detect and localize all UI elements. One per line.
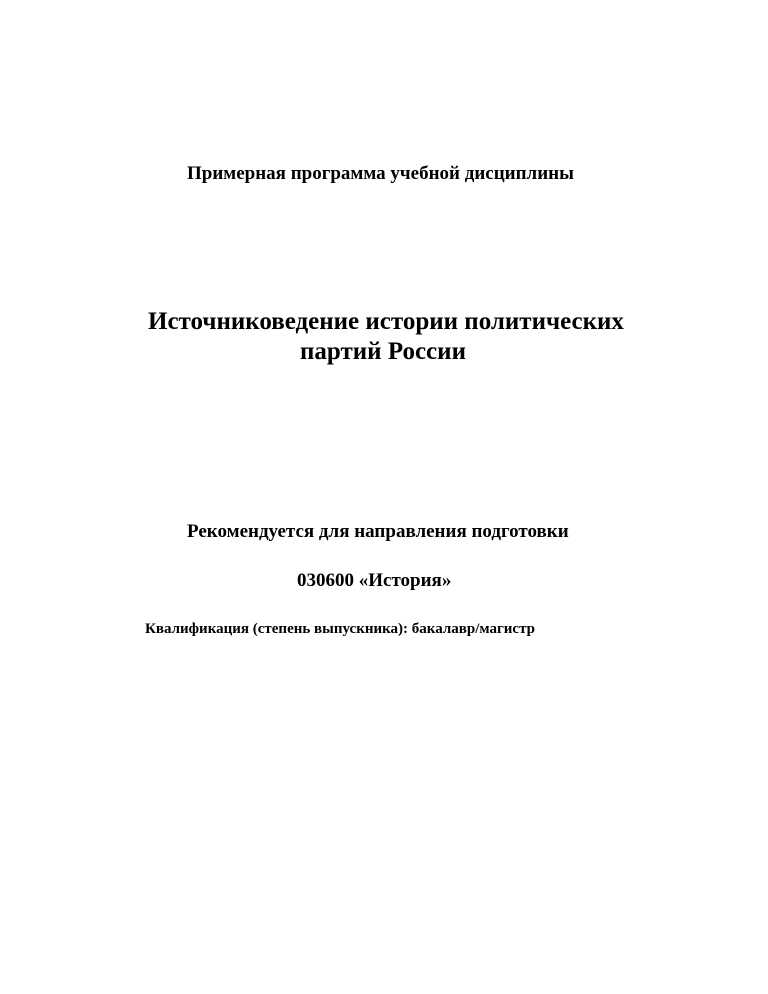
- discipline-title-line-1: Источниковедение истории политических: [148, 308, 624, 335]
- discipline-title-line-2: партий России: [300, 338, 466, 365]
- training-direction: 030600 «История»: [297, 570, 452, 591]
- program-label: Примерная программа учебной дисциплины: [187, 163, 574, 184]
- qualification-line: Квалификация (степень выпускника): бакалавр/магистр: [145, 621, 535, 637]
- recommended-for-label: Рекомендуется для направления подготовки: [187, 521, 569, 542]
